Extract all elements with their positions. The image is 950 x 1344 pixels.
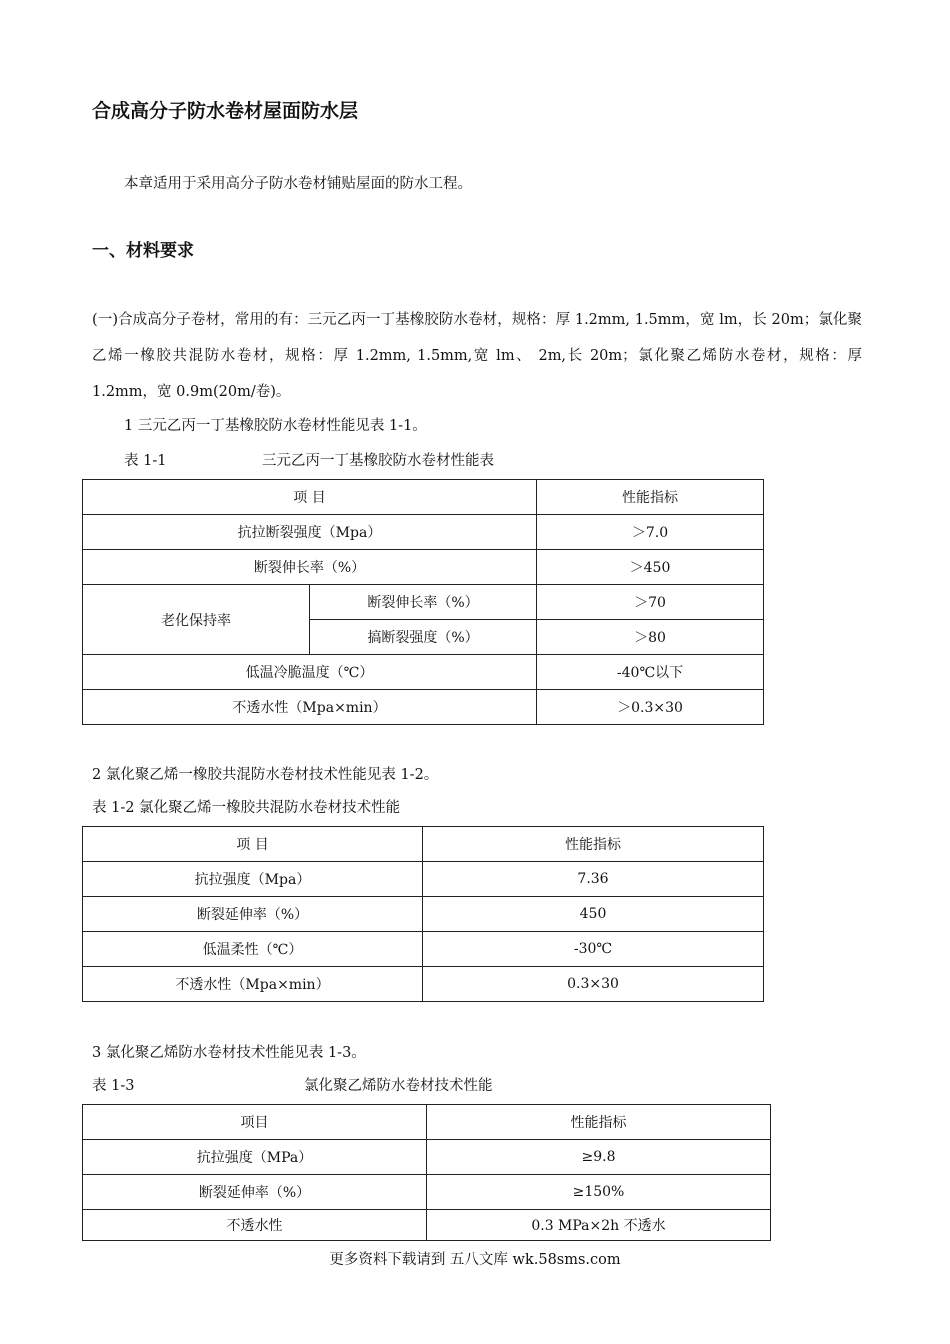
table-cell: 断裂延伸率（%） [83, 1175, 427, 1210]
table1-caption: 三元乙丙一丁基橡胶防水卷材性能表 [262, 453, 494, 469]
table-cell: ＞7.0 [537, 515, 764, 550]
table-cell: -40℃以下 [537, 655, 764, 690]
table-row [83, 827, 764, 862]
table2-caption: 表 1-2 氯化聚乙烯一橡胶共混防水卷材技术性能 [92, 800, 401, 816]
table-header-cell: 性能指标 [423, 827, 764, 862]
table-row [83, 515, 764, 550]
table-cell: 0.3 MPa×2h 不透水 [427, 1210, 771, 1241]
table-cell: 450 [423, 897, 764, 932]
table-cell: 断裂延伸率（%） [83, 897, 423, 932]
table-cell: 抗拉强度（Mpa） [83, 862, 423, 897]
table-cell: 断裂伸长率（%） [310, 585, 537, 620]
table-cell: 不透水性 [83, 1210, 427, 1241]
table-cell: 不透水性（Mpa×min） [83, 967, 423, 1002]
table-2 [82, 826, 764, 1002]
table-cell: 低温冷脆温度（℃） [83, 655, 537, 690]
table-cell: ＞0.3×30 [537, 690, 764, 725]
table-row [83, 550, 764, 585]
table3-label: 表 1-3 [92, 1078, 135, 1094]
table-cell: ≥9.8 [427, 1140, 771, 1175]
table-cell: 不透水性（Mpa×min） [83, 690, 537, 725]
item3-intro: 3 氯化聚乙烯防水卷材技术性能见表 1-3。 [92, 1045, 366, 1061]
table-row [83, 1140, 771, 1175]
table-header-cell: 项目 [83, 1105, 427, 1140]
page-footer: 更多资料下载请到 五八文库 wk.58sms.com [329, 1252, 621, 1268]
item1-intro: 1 三元乙丙一丁基橡胶防水卷材性能见表 1-1。 [124, 418, 427, 434]
table-header-cell: 性能指标 [537, 480, 764, 515]
table-row [83, 1105, 771, 1140]
table-cell: ≥150% [427, 1175, 771, 1210]
item2-intro: 2 氯化聚乙烯一橡胶共混防水卷材技术性能见表 1-2。 [92, 767, 439, 783]
table-row [83, 585, 764, 620]
table-row [83, 1175, 771, 1210]
page-title: 合成高分子防水卷材屋面防水层 [92, 100, 359, 122]
table-cell: 0.3×30 [423, 967, 764, 1002]
table3-caption: 氯化聚乙烯防水卷材技术性能 [304, 1078, 493, 1094]
table-row [83, 690, 764, 725]
section-heading: 一、材料要求 [92, 241, 194, 261]
table-row [83, 655, 764, 690]
table-header-cell: 项 目 [83, 827, 423, 862]
table-row [83, 862, 764, 897]
table-row [83, 897, 764, 932]
table-row [83, 932, 764, 967]
table-row [83, 967, 764, 1002]
table-header-cell: 项 目 [83, 480, 537, 515]
table-cell: -30℃ [423, 932, 764, 967]
table-cell: 搞断裂强度（%） [310, 620, 537, 655]
table-cell: 低温柔性（℃） [83, 932, 423, 967]
table-cell: 7.36 [423, 862, 764, 897]
table-cell: 断裂伸长率（%） [83, 550, 537, 585]
materials-paragraph: (一)合成高分子卷材，常用的有：三元乙丙一丁基橡胶防水卷材，规格：厚 1.2mm, 1.5mm，宽 lm，长 20m；氯化聚乙烯一橡胶共混防水卷材，规格：厚 1.2mm, 1.5mm,宽 lm、 2m,长 20m；氯化聚乙烯防水卷材，规格：厚 1.2mm，宽 0.9m(20m/卷)。 [92, 312, 862, 400]
table-cell: 老化保持率 [83, 585, 310, 655]
table-1 [82, 479, 764, 725]
table-cell: ＞70 [537, 585, 764, 620]
table-row [83, 1210, 771, 1241]
table-header-cell: 性能指标 [427, 1105, 771, 1140]
table-cell: 抗拉断裂强度（Mpa） [83, 515, 537, 550]
table-3 [82, 1104, 771, 1241]
table-cell: ＞80 [537, 620, 764, 655]
table-cell: ＞450 [537, 550, 764, 585]
table-row [83, 480, 764, 515]
table1-label: 表 1-1 [124, 453, 167, 469]
table-cell: 抗拉强度（MPa） [83, 1140, 427, 1175]
intro-paragraph: 本章适用于采用高分子防水卷材铺贴屋面的防水工程。 [124, 176, 472, 192]
